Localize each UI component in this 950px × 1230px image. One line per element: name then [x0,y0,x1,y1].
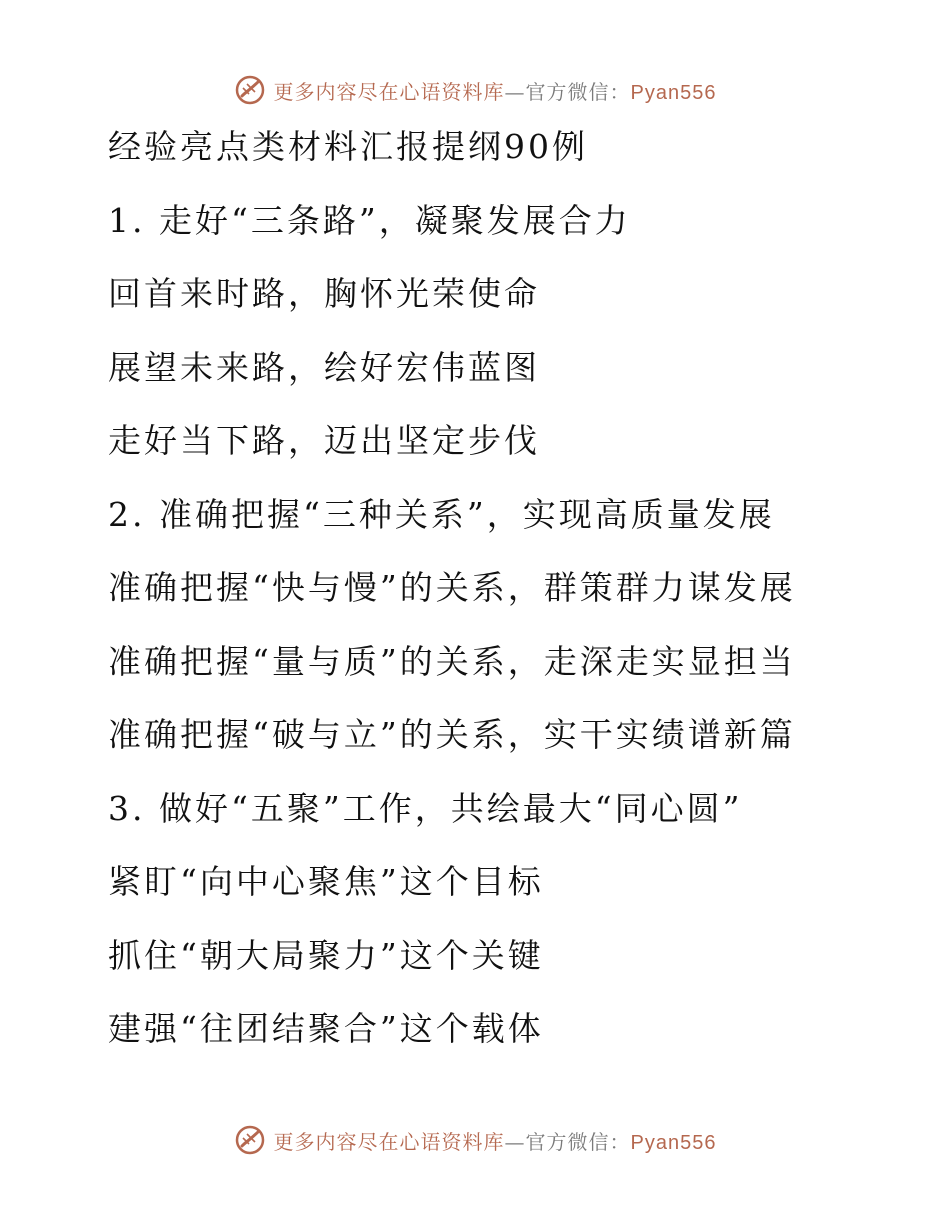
document-title: 经验亮点类材料汇报提纲90例 [108,127,588,166]
text-line: 抓住“朝大局聚力”这个关键 [108,935,544,975]
text-line: 建强“往团结聚合”这个载体 [108,1009,544,1048]
footer-watermark [0,1120,950,1160]
header-watermark [0,70,950,110]
text-line: 准确把握“量与质”的关系，走深走实显担当 [108,641,796,681]
section-heading-3: 3. 做好“五聚”工作，共绘最大“同心圆” [108,788,743,828]
text-line: 准确把握“快与慢”的关系，群策群力谋发展 [108,568,796,607]
text-line: 回首来时路，胸怀光荣使命 [108,274,540,313]
watermark-text: 更多内容尽在心语资料库—官方微信：Pyan556 [273,1129,717,1154]
book-pen-seal-icon [234,74,266,106]
watermark-text: 更多内容尽在心语资料库—官方微信：Pyan556 [273,79,717,104]
text-line: 紧盯“向中心聚焦”这个目标 [108,862,544,901]
section-heading-1: 1. 走好“三条路”，凝聚发展合力 [108,200,631,240]
text-line: 准确把握“破与立”的关系，实干实绩谱新篇 [108,715,796,754]
book-pen-seal-icon [234,1124,266,1156]
document-body [108,124,928,1080]
text-line: 展望未来路，绘好宏伟蓝图 [108,347,540,387]
section-heading-2: 2. 准确把握“三种关系”，实现高质量发展 [108,494,775,534]
text-line: 走好当下路，迈出坚定步伐 [108,421,540,460]
